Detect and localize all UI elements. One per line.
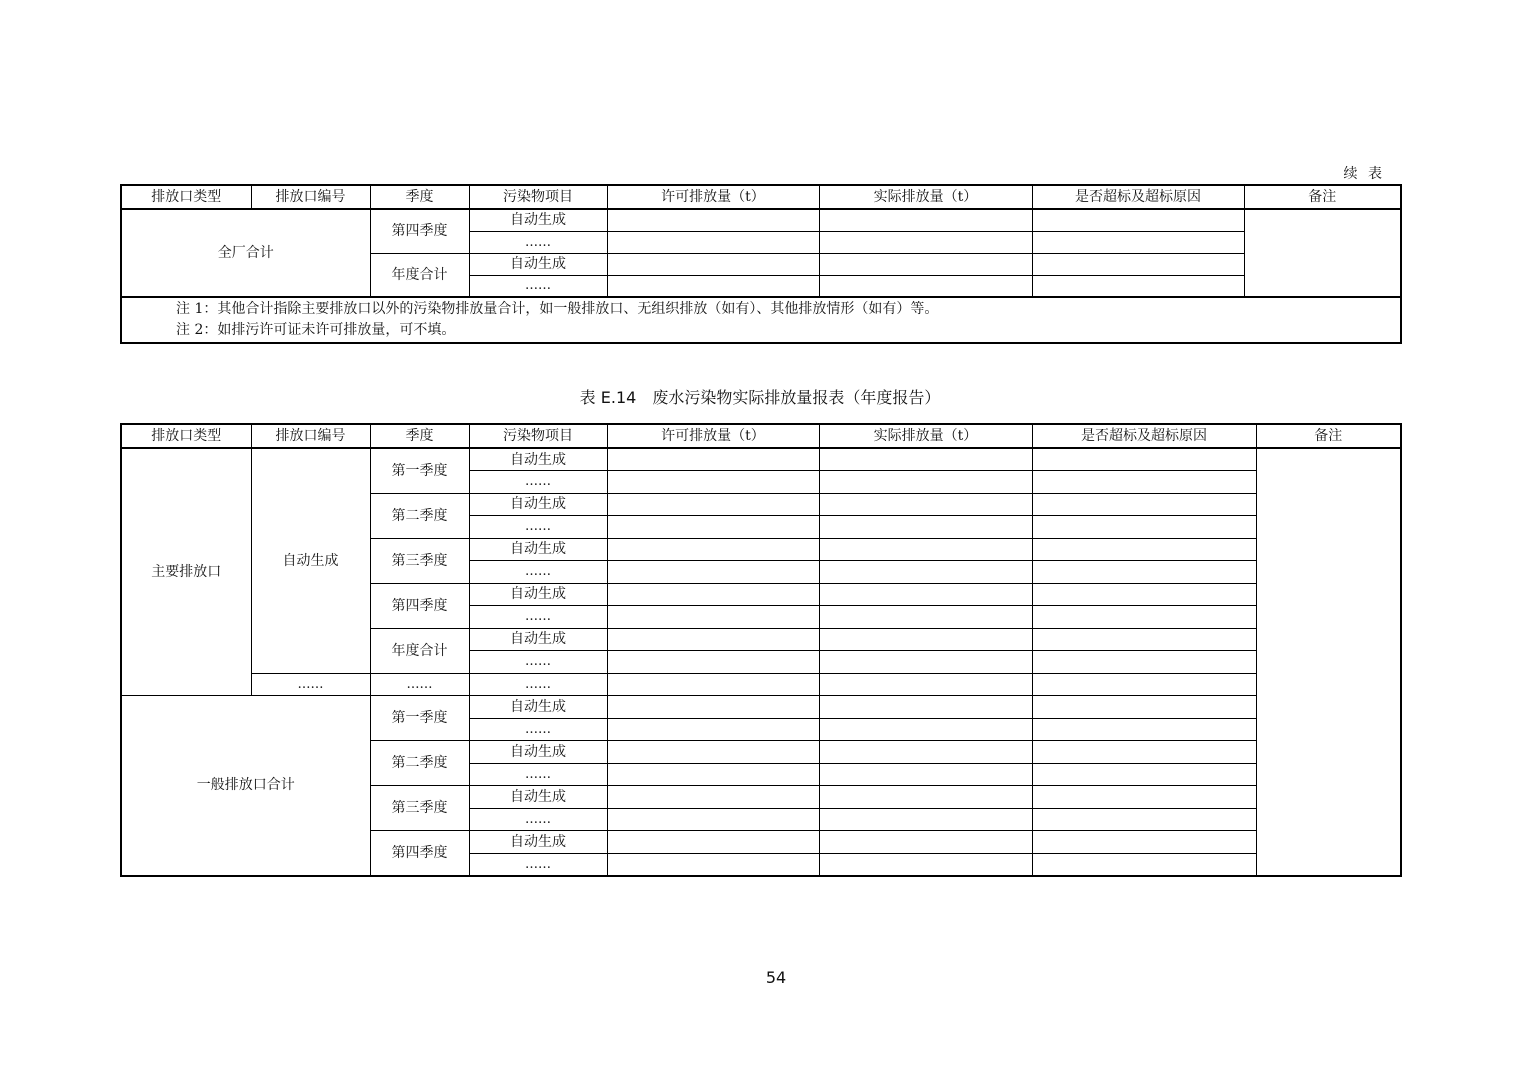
outlet-id-cell: 自动生成 xyxy=(251,448,370,673)
actual-cell xyxy=(819,741,1032,764)
actual-cell xyxy=(819,628,1032,651)
header-remarks: 备注 xyxy=(1256,424,1401,448)
actual-cell xyxy=(819,853,1032,876)
actual-cell xyxy=(819,583,1032,606)
exceed-cell xyxy=(1032,808,1256,831)
pollutant-cell: 自动生成 xyxy=(469,831,607,854)
pollutant-cell: …… xyxy=(469,275,607,297)
outlet-id-cell: …… xyxy=(251,673,370,696)
note-2: 注 2：如排污许可证未许可排放量，可不填。 xyxy=(176,322,456,338)
quarter-cell: 第三季度 xyxy=(370,786,469,831)
table-row xyxy=(121,448,1401,471)
notes-cell xyxy=(121,297,1401,343)
permitted-cell xyxy=(607,831,819,854)
permitted-cell xyxy=(607,231,819,253)
actual-cell xyxy=(819,763,1032,786)
table-continued xyxy=(120,184,1402,344)
exceed-cell xyxy=(1032,253,1244,275)
header-outlet-type: 排放口类型 xyxy=(121,185,251,209)
permitted-cell xyxy=(607,209,819,231)
quarter-cell: 第一季度 xyxy=(370,448,469,493)
quarter-cell: 第四季度 xyxy=(370,209,469,253)
pollutant-cell: …… xyxy=(469,763,607,786)
exceed-cell xyxy=(1032,275,1244,297)
header-quarter: 季度 xyxy=(370,185,469,209)
permitted-cell xyxy=(607,763,819,786)
exceed-cell xyxy=(1032,696,1256,719)
actual-cell xyxy=(819,786,1032,809)
main-outlet-label: 主要排放口 xyxy=(121,448,251,696)
actual-cell xyxy=(819,606,1032,629)
exceed-cell xyxy=(1032,231,1244,253)
exceed-cell xyxy=(1032,763,1256,786)
quarter-cell: 年度合计 xyxy=(370,628,469,673)
quarter-cell: 第三季度 xyxy=(370,538,469,583)
permitted-cell xyxy=(607,696,819,719)
continued-label: 续 表 xyxy=(1343,166,1385,182)
pollutant-cell: 自动生成 xyxy=(469,696,607,719)
permitted-cell xyxy=(607,628,819,651)
permitted-cell xyxy=(607,538,819,561)
table-annual-report xyxy=(120,423,1402,877)
actual-cell xyxy=(819,209,1032,231)
exceed-cell xyxy=(1032,651,1256,674)
table-title: 表 E.14 废水污染物实际排放量报表（年度报告） xyxy=(579,388,941,407)
table-row xyxy=(121,673,1401,696)
exceed-cell xyxy=(1032,786,1256,809)
actual-cell xyxy=(819,538,1032,561)
permitted-cell xyxy=(607,516,819,539)
actual-cell xyxy=(819,718,1032,741)
permitted-cell xyxy=(607,493,819,516)
page-number: 54 xyxy=(765,968,787,987)
header-exceed: 是否超标及超标原因 xyxy=(1032,185,1244,209)
permitted-cell xyxy=(607,853,819,876)
pollutant-cell: 自动生成 xyxy=(469,786,607,809)
exceed-cell xyxy=(1032,516,1256,539)
actual-cell xyxy=(819,253,1032,275)
exceed-cell xyxy=(1032,471,1256,494)
actual-cell xyxy=(819,651,1032,674)
exceed-cell xyxy=(1032,673,1256,696)
header-permitted: 许可排放量（t） xyxy=(607,185,819,209)
permitted-cell xyxy=(607,808,819,831)
header-permitted: 许可排放量（t） xyxy=(607,424,819,448)
exceed-cell xyxy=(1032,583,1256,606)
header-quarter: 季度 xyxy=(370,424,469,448)
quarter-cell: 第四季度 xyxy=(370,831,469,876)
permitted-cell xyxy=(607,253,819,275)
actual-cell xyxy=(819,493,1032,516)
pollutant-cell: …… xyxy=(469,808,607,831)
header-actual: 实际排放量（t） xyxy=(819,424,1032,448)
exceed-cell xyxy=(1032,606,1256,629)
header-remarks: 备注 xyxy=(1244,185,1401,209)
actual-cell xyxy=(819,448,1032,471)
note-1: 注 1：其他合计指除主要排放口以外的污染物排放量合计，如一般排放口、无组织排放（如有）、其他排放情形（如有）等。 xyxy=(176,301,939,317)
notes-row xyxy=(121,297,1401,343)
actual-cell xyxy=(819,831,1032,854)
remarks-cell xyxy=(1244,209,1401,297)
pollutant-cell: …… xyxy=(469,651,607,674)
table-row xyxy=(121,696,1401,719)
pollutant-cell: …… xyxy=(469,231,607,253)
exceed-cell xyxy=(1032,493,1256,516)
permitted-cell xyxy=(607,606,819,629)
exceed-cell xyxy=(1032,853,1256,876)
pollutant-cell: 自动生成 xyxy=(469,538,607,561)
quarter-cell: 年度合计 xyxy=(370,253,469,297)
exceed-cell xyxy=(1032,448,1256,471)
table-header-row xyxy=(121,185,1401,209)
header-pollutant: 污染物项目 xyxy=(469,424,607,448)
pollutant-cell: …… xyxy=(469,471,607,494)
pollutant-cell: 自动生成 xyxy=(469,628,607,651)
permitted-cell xyxy=(607,673,819,696)
header-outlet-id: 排放口编号 xyxy=(251,185,370,209)
permitted-cell xyxy=(607,786,819,809)
pollutant-cell: 自动生成 xyxy=(469,209,607,231)
remarks-cell xyxy=(1256,448,1401,876)
exceed-cell xyxy=(1032,718,1256,741)
actual-cell xyxy=(819,231,1032,253)
quarter-cell: 第一季度 xyxy=(370,696,469,741)
actual-cell xyxy=(819,561,1032,584)
permitted-cell xyxy=(607,741,819,764)
table-header-row xyxy=(121,424,1401,448)
exceed-cell xyxy=(1032,831,1256,854)
permitted-cell xyxy=(607,275,819,297)
pollutant-cell: …… xyxy=(469,561,607,584)
permitted-cell xyxy=(607,471,819,494)
permitted-cell xyxy=(607,561,819,584)
exceed-cell xyxy=(1032,741,1256,764)
pollutant-cell: …… xyxy=(469,853,607,876)
exceed-cell xyxy=(1032,538,1256,561)
plant-total-label: 全厂合计 xyxy=(121,209,370,297)
pollutant-cell: 自动生成 xyxy=(469,493,607,516)
actual-cell xyxy=(819,673,1032,696)
permitted-cell xyxy=(607,583,819,606)
actual-cell xyxy=(819,696,1032,719)
quarter-cell: 第二季度 xyxy=(370,741,469,786)
header-actual: 实际排放量（t） xyxy=(819,185,1032,209)
actual-cell xyxy=(819,275,1032,297)
header-outlet-type: 排放口类型 xyxy=(121,424,251,448)
pollutant-cell: …… xyxy=(469,718,607,741)
actual-cell xyxy=(819,471,1032,494)
quarter-cell: 第四季度 xyxy=(370,583,469,628)
permitted-cell xyxy=(607,448,819,471)
pollutant-cell: 自动生成 xyxy=(469,253,607,275)
quarter-cell: …… xyxy=(370,673,469,696)
pollutant-cell: 自动生成 xyxy=(469,448,607,471)
exceed-cell xyxy=(1032,628,1256,651)
permitted-cell xyxy=(607,718,819,741)
permitted-cell xyxy=(607,651,819,674)
pollutant-cell: 自动生成 xyxy=(469,583,607,606)
header-outlet-id: 排放口编号 xyxy=(251,424,370,448)
actual-cell xyxy=(819,808,1032,831)
general-outlet-total-label: 一般排放口合计 xyxy=(121,696,370,876)
pollutant-cell: …… xyxy=(469,606,607,629)
quarter-cell: 第二季度 xyxy=(370,493,469,538)
pollutant-cell: 自动生成 xyxy=(469,741,607,764)
pollutant-cell: …… xyxy=(469,516,607,539)
exceed-cell xyxy=(1032,561,1256,584)
table-row xyxy=(121,209,1401,231)
exceed-cell xyxy=(1032,209,1244,231)
header-pollutant: 污染物项目 xyxy=(469,185,607,209)
actual-cell xyxy=(819,516,1032,539)
pollutant-cell: …… xyxy=(469,673,607,696)
header-exceed: 是否超标及超标原因 xyxy=(1032,424,1256,448)
